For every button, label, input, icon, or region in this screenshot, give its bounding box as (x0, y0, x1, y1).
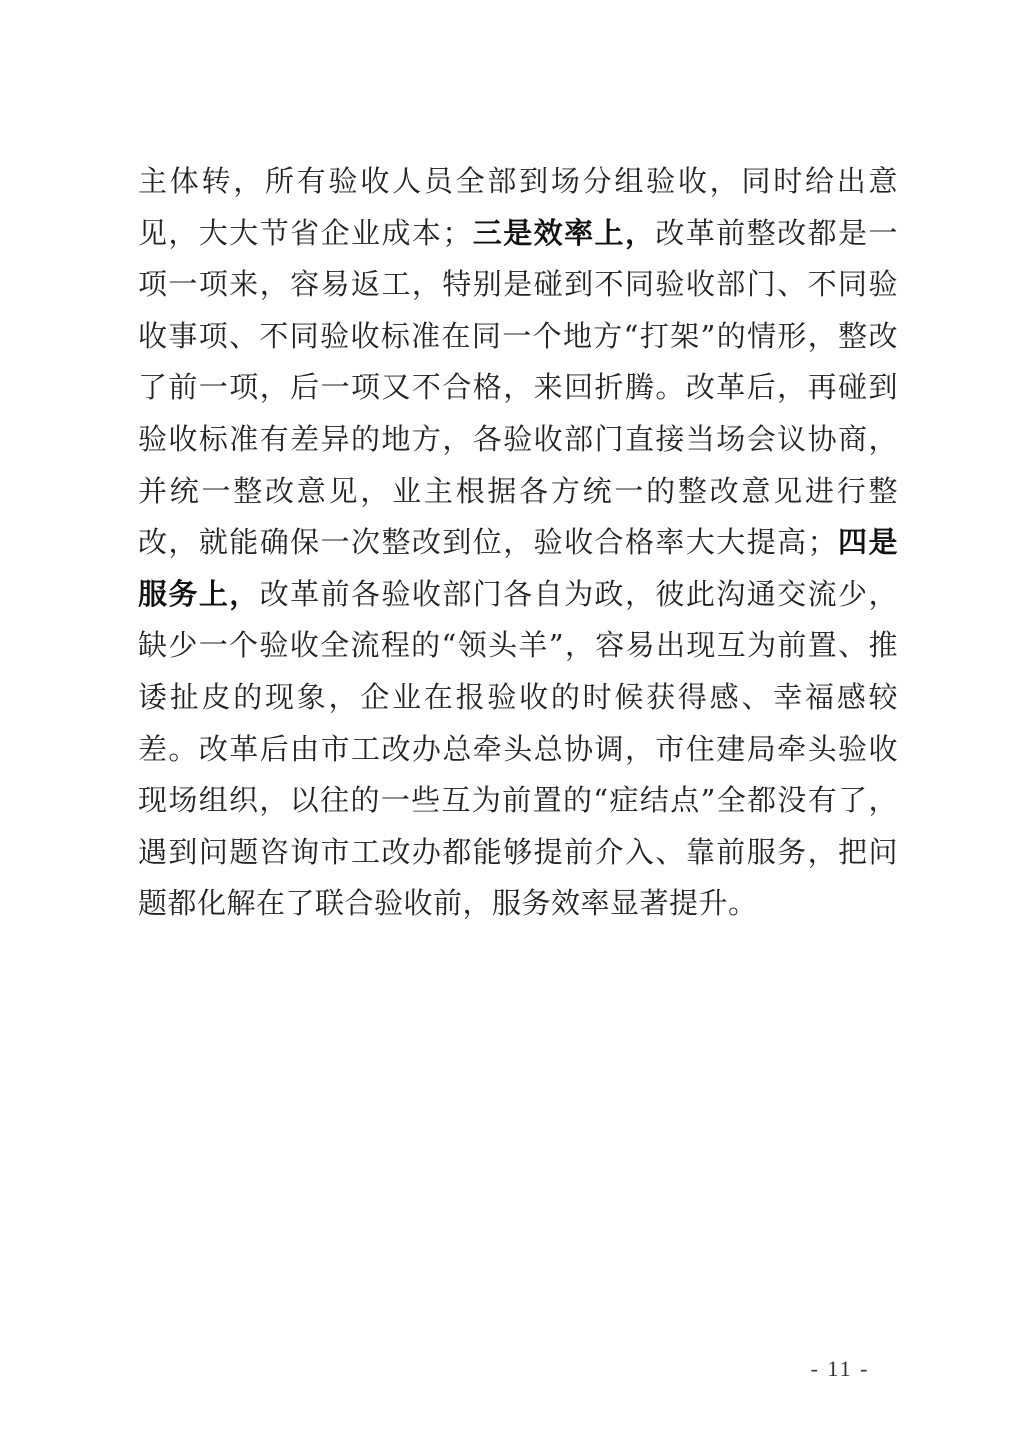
paragraph-text-1: 主体转，所有验收人员全部到场分组验收，同时给出意见，大大节省企业成本； (138, 164, 898, 250)
page-number: - 11 - (810, 1356, 870, 1381)
bold-heading-efficiency: 三是效率上， (471, 215, 656, 250)
paragraph-text-3: 改革前各验收部门各自为政，彼此沟通交流少，缺少一个验收全流程的“领头羊”，容易出现互为前置、推诿扯皮的现象，企业在报验收的时候获得感、幸福感较差。改革后由市工改办总牵头总协调，市住建局牵头验收现场组织，以往的一些互为前置的“症结点”全都没有了，遇到问题咨询市工改办都能够提前介入、靠前服务，把问题都化解在了联合验收前，服务效率显著提升。 (138, 576, 898, 921)
bold-heading-service: 四是服务上， (138, 525, 898, 611)
body-paragraph (138, 156, 898, 930)
paragraph-text-2: 改革前整改都是一项一项来，容易返工，特别是碰到不同验收部门、不同验收事项、不同验收标准在同一个地方“打架”的情形，整改了前一项，后一项又不合格，来回折腾。改革后，再碰到验收标准有差异的地方，各验收部门直接当场会议协商，并统一整改意见，业主根据各方统一的整改意见进行整改，就能确保一次整改到位，验收合格率大大提高； (138, 215, 898, 560)
